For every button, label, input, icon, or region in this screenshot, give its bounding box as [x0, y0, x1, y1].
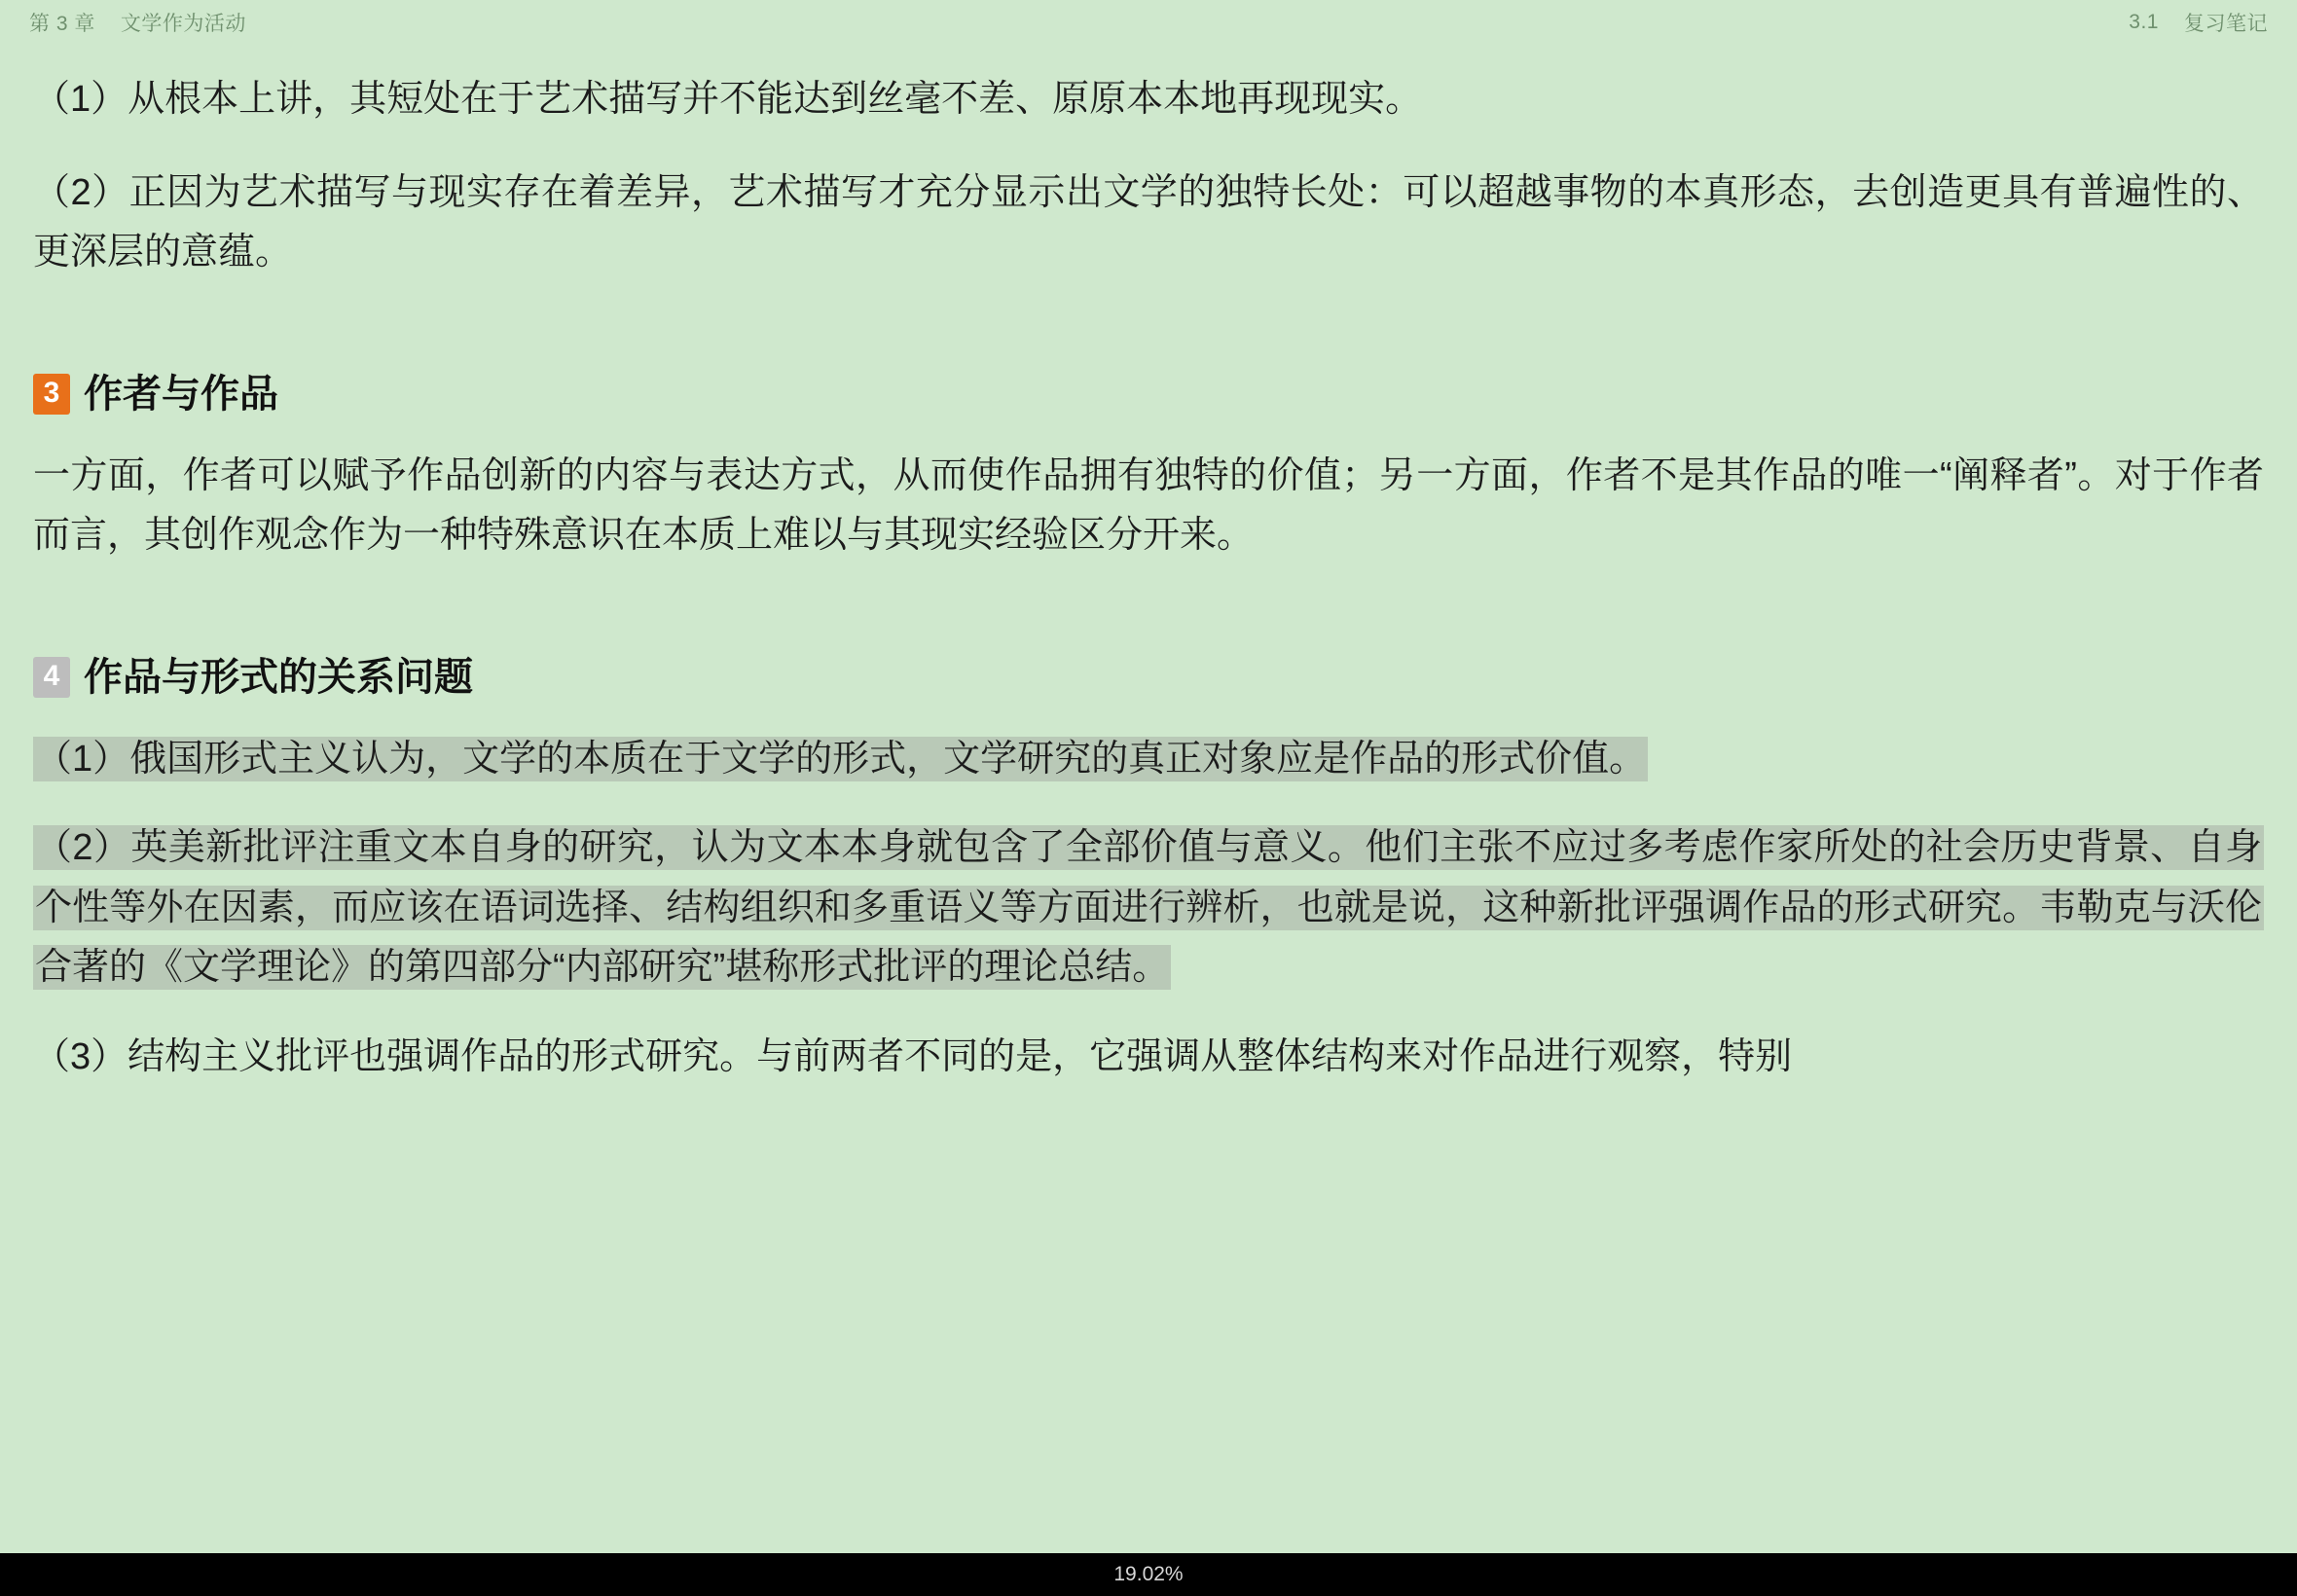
- top-bar-left: [29, 8, 246, 37]
- heading-number-badge: 3: [33, 374, 70, 415]
- top-bar-right: [2129, 8, 2268, 37]
- highlighted-text[interactable]: （2）英美新批评注重文本自身的研究，认为文本本身就包含了全部价值与意义。他们主张不应过多考虑作家所处的社会历史背景、自身个性等外在因素，而应该在语词选择、结构组织和多重语义等方面进行辨析，也就是说，这种新批评强调作品的形式研究。韦勒克与沃伦合著的《文学理论》的第四部分“内部研究”堪称形式批评的理论总结。: [35, 827, 2262, 989]
- heading-label: 作品与形式的关系问题: [84, 655, 473, 699]
- paragraph-4: [33, 730, 2264, 790]
- heading-author-and-work: [33, 371, 2264, 417]
- section-spacer-2: [33, 599, 2264, 633]
- heading-number-badge: 4: [33, 657, 70, 698]
- reader-top-bar: [0, 0, 2297, 45]
- section-title: 复习笔记: [2184, 13, 2268, 35]
- reader-footer: [0, 1553, 2297, 1596]
- paragraph-2: （2）正因为艺术描写与现实存在着差异，艺术描写才充分显示出文学的独特长处：可以超越事物的本真形态，去创造更具有普遍性的、更深层的意蕴。: [33, 171, 2264, 273]
- document-content: [0, 45, 2297, 1553]
- paragraph-5: [33, 818, 2264, 998]
- paragraph-6: （3）结构主义批评也强调作品的形式研究。与前两者不同的是，它强调从整体结构来对作品进行观察，特别: [33, 1035, 1793, 1077]
- chapter-number: 第 3 章: [29, 13, 95, 35]
- section-spacer-1: [33, 316, 2264, 349]
- paragraph-1: （1）从根本上讲，其短处在于艺术描写并不能达到丝毫不差、原原本本地再现现实。: [33, 79, 1423, 120]
- highlighted-text[interactable]: （1）俄国形式主义认为，文学的本质在于文学的形式，文学研究的真正对象应是作品的形式价值。: [35, 738, 1647, 780]
- section-number: 3.1: [2129, 11, 2159, 33]
- paragraph-3: 一方面，作者可以赋予作品创新的内容与表达方式，从而使作品拥有独特的价值；另一方面，作者不是其作品的唯一“阐释者”。对于作者而言，其创作观念作为一种特殊意识在本质上难以与其现实经验区分开来。: [33, 454, 2264, 557]
- heading-work-and-form: [33, 654, 2264, 701]
- chapter-title: 文学作为活动: [120, 13, 246, 35]
- heading-label: 作者与作品: [84, 372, 278, 416]
- reading-progress: 19.02%: [1113, 1563, 1184, 1585]
